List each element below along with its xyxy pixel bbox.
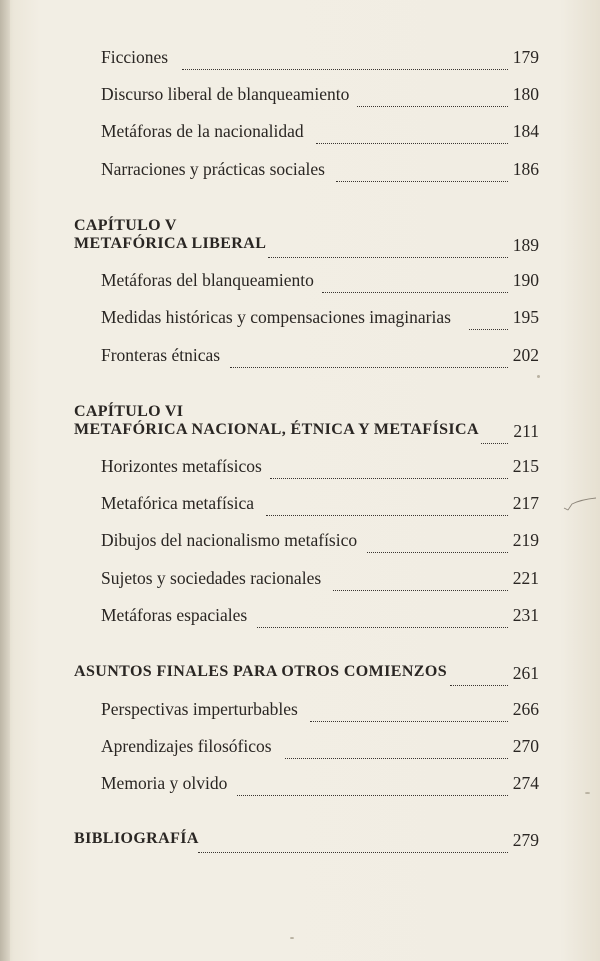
toc-entry-page: 184 — [512, 121, 539, 141]
toc-entry[interactable] — [0, 568, 600, 594]
toc-entry-title: Sujetos y sociedades racionales — [101, 568, 322, 588]
dot-leader — [322, 270, 508, 293]
toc-entry[interactable] — [0, 530, 600, 556]
toc-entry-title: Perspectivas imperturbables — [101, 699, 298, 719]
paper-speck — [537, 375, 540, 378]
toc-entry-page: 270 — [512, 736, 539, 756]
chapter-entry[interactable] — [0, 830, 600, 856]
chapter-title: ASUNTOS FINALES PARA OTROS COMIENZOS — [74, 663, 447, 680]
toc-entry-title: Discurso liberal de blanqueamiento — [101, 84, 350, 104]
dot-leader — [182, 47, 508, 70]
toc-entry[interactable] — [0, 121, 600, 147]
toc-entry-title: Metáforas de la nacionalidad — [101, 121, 304, 141]
toc-entry[interactable] — [0, 773, 600, 799]
dot-leader — [316, 121, 508, 144]
chapter-title: METAFÓRICA NACIONAL, ÉTNICA Y METAFÍSICA — [74, 421, 479, 438]
dot-leader — [481, 421, 508, 444]
paper-speck — [290, 937, 294, 939]
toc-entry-page: 219 — [512, 530, 539, 550]
toc-entry-page: 180 — [512, 84, 539, 104]
toc-entry-page: 202 — [512, 345, 539, 365]
toc-entry[interactable] — [0, 159, 600, 185]
dot-leader — [270, 456, 508, 479]
toc-entry-title: Narraciones y prácticas sociales — [101, 159, 325, 179]
chapter-entry[interactable] — [0, 421, 600, 447]
toc-entry-page: 261 — [512, 663, 539, 683]
toc-entry-page: 231 — [512, 605, 539, 625]
chapter-label: CAPÍTULO V — [74, 217, 177, 234]
dot-leader — [367, 530, 508, 553]
toc-entry[interactable] — [0, 84, 600, 110]
toc-entry-title: Metafórica metafísica — [101, 493, 255, 513]
toc-entry-page: 190 — [512, 270, 539, 290]
toc-entry[interactable] — [0, 493, 600, 519]
toc-entry-title: Metáforas del blanqueamiento — [101, 270, 314, 290]
dot-leader — [266, 493, 508, 516]
toc-entry[interactable] — [0, 47, 600, 73]
chapter-label: CAPÍTULO VI — [74, 403, 184, 420]
toc-entry[interactable] — [0, 307, 600, 333]
dot-leader — [257, 605, 508, 628]
paper-speck — [585, 792, 590, 794]
toc-entry[interactable] — [0, 345, 600, 371]
toc-entry[interactable] — [0, 456, 600, 482]
toc-entry-page: 279 — [512, 830, 539, 850]
toc-entry-title: Ficciones — [101, 47, 169, 67]
chapter-entry[interactable] — [0, 663, 600, 689]
toc-entry-page: 221 — [512, 568, 539, 588]
toc-entry-page: 179 — [512, 47, 539, 67]
toc-entry-page: 274 — [512, 773, 539, 793]
dot-leader — [268, 235, 508, 258]
dot-leader — [237, 773, 508, 796]
dot-leader — [336, 159, 508, 182]
dot-leader — [469, 307, 508, 330]
toc-entry[interactable] — [0, 699, 600, 725]
toc-entry-page: 186 — [512, 159, 539, 179]
toc-entry-title: Dibujos del nacionalismo metafísico — [101, 530, 358, 550]
toc-entry-page: 266 — [512, 699, 539, 719]
toc-entry-page: 215 — [512, 456, 539, 476]
toc-entry[interactable] — [0, 736, 600, 762]
pencil-mark-icon — [562, 496, 598, 514]
dot-leader — [450, 663, 508, 686]
toc-entry-title: Aprendizajes filosóficos — [101, 736, 272, 756]
dot-leader — [310, 699, 508, 722]
toc-entry-title: Memoria y olvido — [101, 773, 228, 793]
chapter-title: METAFÓRICA LIBERAL — [74, 235, 267, 252]
toc-entry-page: 217 — [512, 493, 539, 513]
chapter-entry[interactable] — [0, 235, 600, 261]
toc-entry[interactable] — [0, 270, 600, 296]
toc-entry-title: Fronteras étnicas — [101, 345, 221, 365]
dot-leader — [198, 830, 508, 853]
dot-leader — [333, 568, 508, 591]
dot-leader — [285, 736, 508, 759]
toc-entry-title: Metáforas espaciales — [101, 605, 248, 625]
toc-entry[interactable] — [0, 605, 600, 631]
dot-leader — [357, 84, 508, 107]
toc-entry-title: Horizontes metafísicos — [101, 456, 262, 476]
toc-entry-title: Medidas históricas y compensaciones imaginarias — [101, 307, 451, 327]
toc-entry-page: 195 — [512, 307, 539, 327]
chapter-title: BIBLIOGRAFÍA — [74, 830, 199, 847]
toc-entry-page: 211 — [513, 421, 539, 441]
toc-entry-page: 189 — [512, 235, 539, 255]
dot-leader — [230, 345, 508, 368]
